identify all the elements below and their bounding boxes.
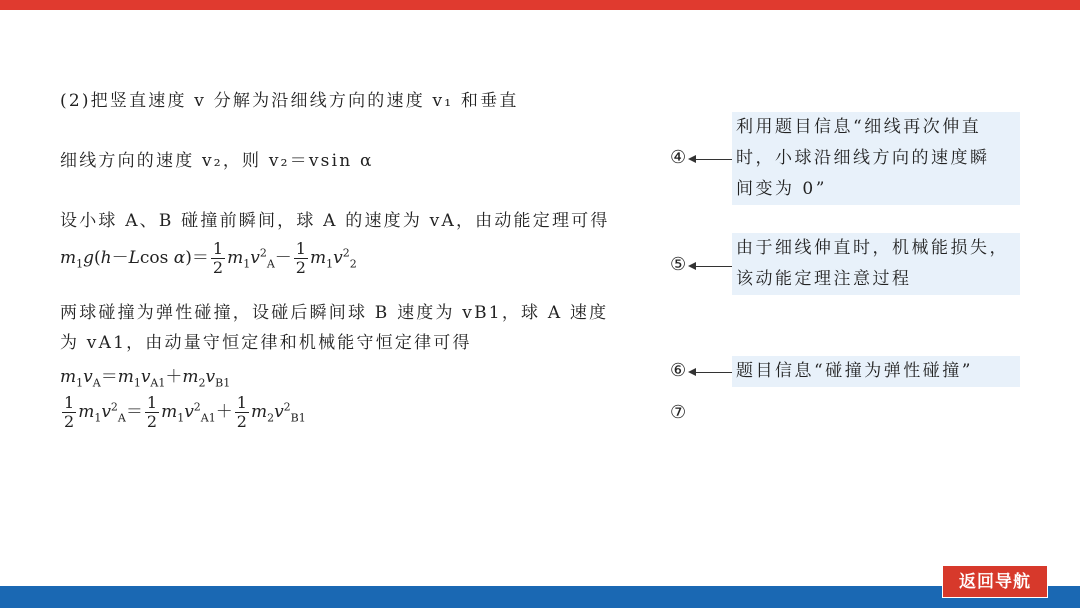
note-5-line-1: 由于细线伸直时，机械能损失， [736,238,1009,258]
marker-7: ⑦ [670,402,687,423]
solution-line-1: (2)把竖直速度 v 分解为沿细线方向的速度 v₁ 和垂直 [60,91,519,111]
bottom-accent-bar [0,586,1080,608]
kinetic-energy-equation: $\frac{1}{2}$ $m_1v^2_A=$ $\frac{1}{2}$ $m_1v^2_{A1}+$ $\frac{1}{2}$ $m_2v^2_{B1}$ [64,393,306,431]
note-4 [732,112,1020,205]
note-4-line-1: 利用题目信息“细线再次伸直 [736,117,982,137]
note-6 [732,356,1020,387]
arrow-6-icon [690,372,732,373]
note-6-line-1: 题目信息“碰撞为弹性碰撞” [736,361,973,381]
solution-line-3: 设小球 A、B 碰撞前瞬间，球 A 的速度为 vA，由动能定理可得 [60,211,610,231]
note-5 [732,233,1020,295]
back-to-nav-button[interactable]: 返回导航 [942,565,1048,598]
arrow-5-icon [690,266,732,267]
marker-5: ⑤ [670,254,687,275]
marker-6: ⑥ [670,360,687,381]
note-4-line-3: 间变为 0” [736,179,827,199]
marker-4: ④ [670,147,687,168]
note-5-line-2: 该动能定理注意过程 [736,269,912,289]
note-4-line-2: 时，小球沿细线方向的速度瞬 [736,148,990,168]
arrow-4-icon [690,159,732,160]
solution-line-6: 为 vA1，由动量守恒定律和机械能守恒定律可得 [60,333,472,353]
solution-line-2: 细线方向的速度 v₂，则 v₂＝vsin α [60,151,374,171]
momentum-equation: $m_1v_A=m_1v_{A1}+m_2v_{B1}$ [60,367,231,390]
top-accent-bar [0,0,1080,10]
energy-equation: $m_1g(h-Lcos$ α)＝ $\frac{1}{2}$ $m_1v^2_A-$ $\frac{1}{2}$ $m_1v^2_2$ [60,239,357,277]
solution-line-5: 两球碰撞为弹性碰撞，设碰后瞬间球 B 速度为 vB1，球 A 速度 [60,303,609,323]
